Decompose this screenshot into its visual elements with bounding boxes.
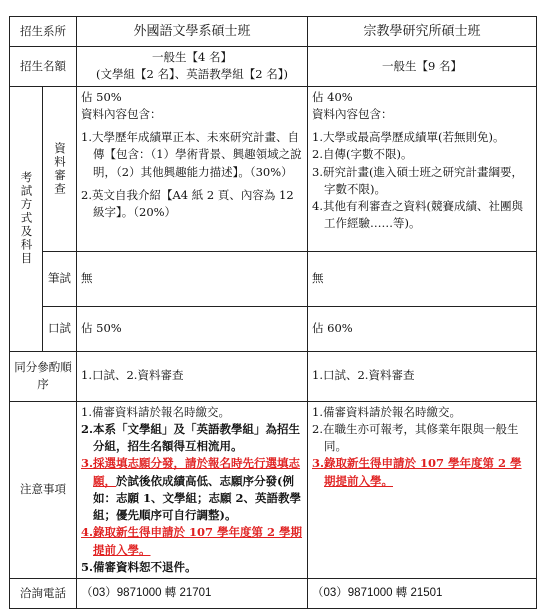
review-b-item: 4.其他有利審查之資料(競賽成績、社團與工作經驗……等)。 xyxy=(312,199,523,231)
tie-b: 1.口試、2.資料審查 xyxy=(308,351,537,401)
phone-b: （03）9871000 轉 21501 xyxy=(308,579,537,609)
notes-b-item: 2.在職生亦可報考，其修業年限與一般生同。 xyxy=(312,421,519,453)
oral-label: 口試 xyxy=(43,306,77,351)
quota-b: 一般生【9 名】 xyxy=(308,47,537,87)
tie-a: 1.口試、2.資料審查 xyxy=(77,351,308,401)
review-a-weight: 佔 50% xyxy=(81,89,122,104)
written-row xyxy=(10,251,537,306)
review-a xyxy=(77,86,308,251)
oral-row xyxy=(10,306,537,351)
review-row xyxy=(10,86,537,251)
notes-a xyxy=(77,401,308,579)
quota-label: 招生名額 xyxy=(10,47,77,87)
review-label: 資料審查 xyxy=(52,141,67,196)
dept-a-title: 外國語文學系碩士班 xyxy=(77,17,308,47)
review-a-item: 1.大學歷年成績單正本、未來研究計畫、自傳【包含：（1）學術背景、興趣領域之說明，（2）其他興趣能力描述】。（30%） xyxy=(81,130,302,179)
review-label-cell xyxy=(43,86,77,251)
dept-b-title: 宗教學研究所碩士班 xyxy=(308,17,537,47)
oral-a: 佔 50% xyxy=(77,306,308,351)
review-b-weight: 佔 40% xyxy=(312,89,353,104)
admission-table xyxy=(9,16,537,609)
review-b-item: 2.自傳(字數不限)。 xyxy=(312,147,413,162)
written-label: 筆試 xyxy=(43,251,77,306)
review-b-intro: 資料內容包含： xyxy=(312,106,393,121)
quota-a-line1: 一般生【4 名】 xyxy=(152,50,232,64)
quota-a-line2: (文學組【2 名】、英語教學組【2 名】) xyxy=(96,67,288,82)
quota-row xyxy=(10,47,537,87)
review-b-item: 3.研究計畫(進入碩士班之研究計畫綱要，字數不限)。 xyxy=(312,164,523,196)
notes-a-item: 4.錄取新生得申請於 107 學年度第 2 學期提前入學。 xyxy=(81,525,303,557)
tie-row xyxy=(10,351,537,401)
notes-label: 注意事項 xyxy=(10,401,77,579)
review-b xyxy=(308,86,537,251)
review-a-intro: 資料內容包含： xyxy=(81,106,162,121)
notes-a-item: 2.本系「文學組」及「英語教學組」為招生分組，招生名額得互相流用。 xyxy=(81,421,301,453)
notes-b xyxy=(308,401,537,579)
exam-label: 考試方式及科目 xyxy=(19,171,34,266)
review-a-item: 2.英文自我介紹【A4 紙 2 頁、內容為 12 級字】。（20%） xyxy=(81,187,294,219)
quota-a xyxy=(77,47,308,87)
notes-b-item: 1.備審資料請於報名時繳交。 xyxy=(312,404,461,419)
phone-label: 洽詢電話 xyxy=(10,579,77,609)
notes-a-item-red: 3.採選填志願分發，請於報名時先行選填志願， xyxy=(81,456,301,488)
notes-a-item xyxy=(81,455,303,524)
phone-row xyxy=(10,579,537,609)
written-b: 無 xyxy=(308,251,537,306)
header-row xyxy=(10,17,537,47)
written-a: 無 xyxy=(77,251,308,306)
exam-label-cell xyxy=(10,86,43,351)
notes-a-item-black: 於試後依成績高低、志願序分發(例如：志願 1、文學組；志願 2、英語教學組；優先順序可自行調整)。 xyxy=(93,473,302,522)
phone-a: （03）9871000 轉 21701 xyxy=(77,579,308,609)
tie-label: 同分參酌順序 xyxy=(10,351,77,401)
notes-row xyxy=(10,401,537,579)
review-b-item: 1.大學或最高學歷成績單(若無則免)。 xyxy=(312,130,505,144)
notes-a-item: 5.備審資料恕不退件。 xyxy=(81,559,197,574)
oral-b: 佔 60% xyxy=(308,306,537,351)
notes-b-item: 3.錄取新生得申請於 107 學年度第 2 學期提前入學。 xyxy=(312,456,522,488)
col-label: 招生系所 xyxy=(10,17,77,47)
notes-a-item: 1.備審資料請於報名時繳交。 xyxy=(81,404,230,419)
